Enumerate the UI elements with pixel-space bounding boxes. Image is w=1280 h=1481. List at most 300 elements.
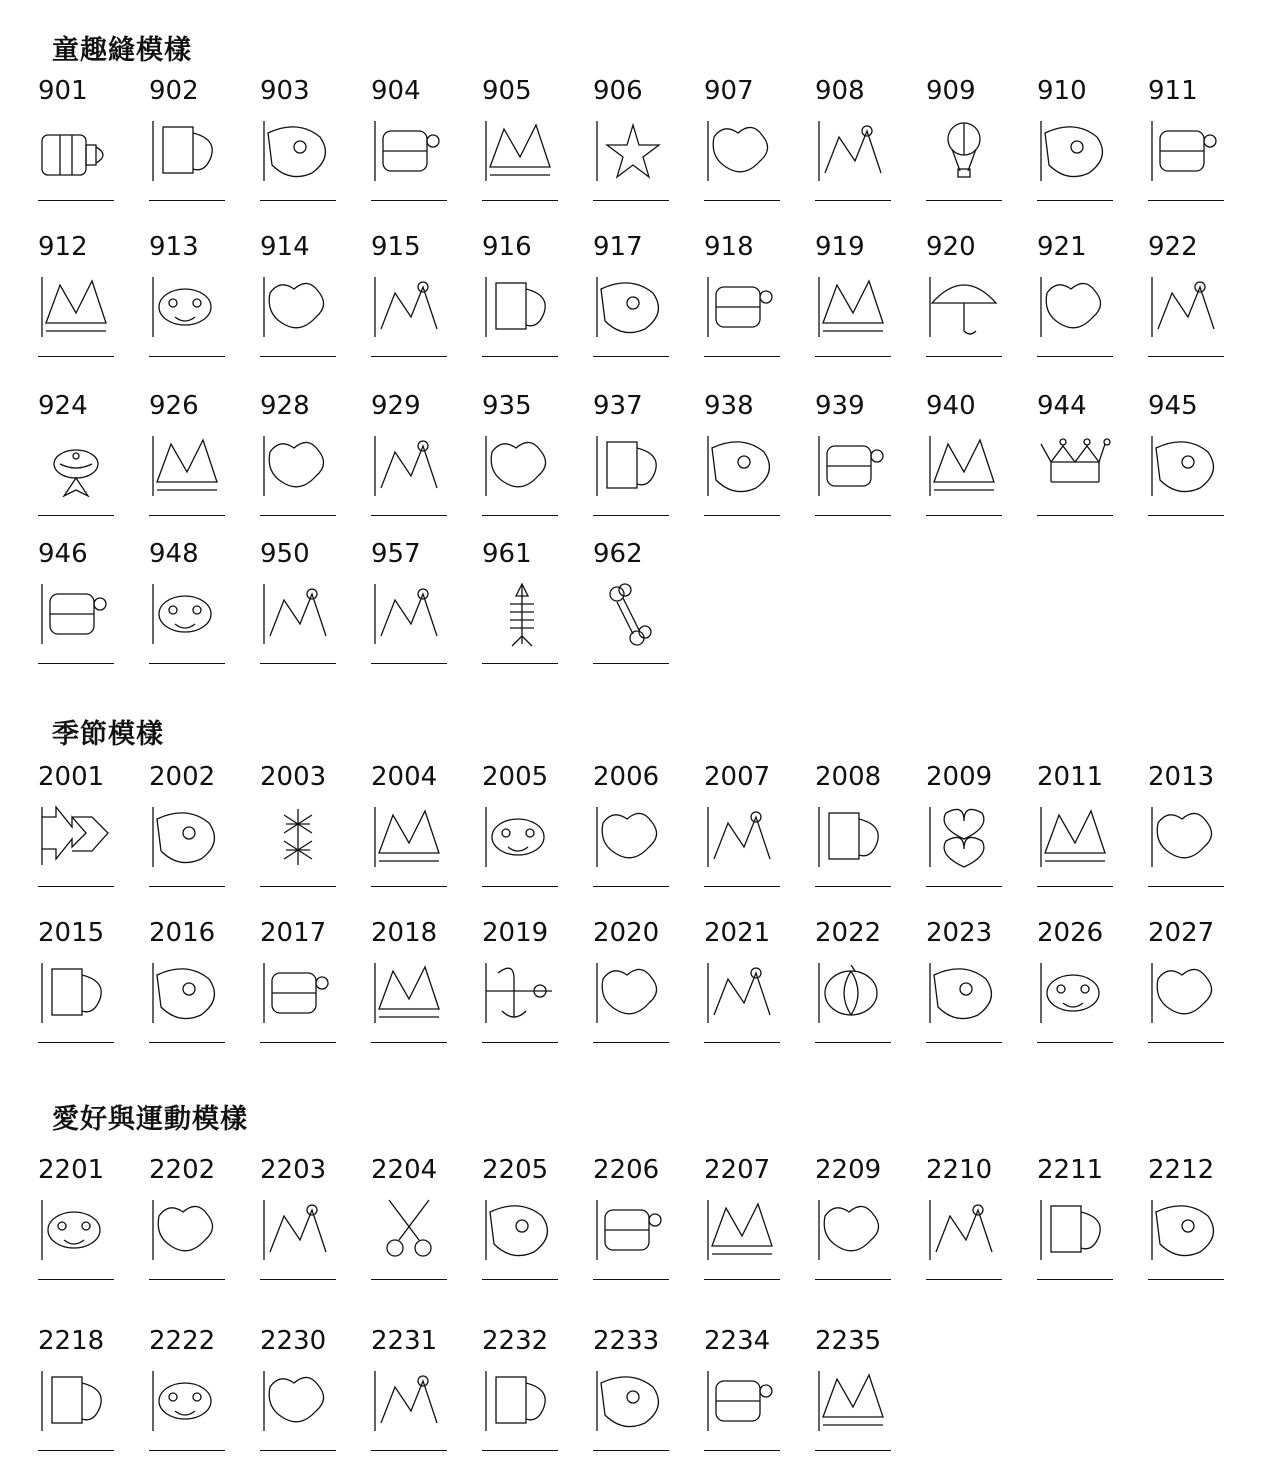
pattern-number: 926 (149, 391, 199, 421)
pattern-item[interactable] (371, 539, 461, 665)
underline-rule (482, 515, 558, 516)
pattern-item[interactable] (371, 1326, 461, 1452)
pattern-item[interactable] (593, 918, 683, 1044)
chameleon-icon (371, 579, 451, 651)
underline-rule (38, 1042, 114, 1043)
pattern-item[interactable] (149, 918, 239, 1044)
pattern-item[interactable] (260, 762, 350, 888)
pattern-item[interactable] (1148, 918, 1238, 1044)
ornament-icon (482, 802, 562, 874)
dolphin-icon (815, 431, 895, 503)
pattern-item[interactable] (704, 762, 794, 888)
bonnet-icon (149, 958, 229, 1030)
pattern-item[interactable] (260, 539, 350, 665)
beetle-icon (1037, 1195, 1117, 1267)
dog-bone-icon (593, 579, 673, 651)
underline-rule (815, 515, 891, 516)
lamp-icon (593, 431, 673, 503)
safety-pin-icon (260, 1195, 340, 1267)
pattern-item[interactable] (593, 76, 683, 202)
underline-rule (371, 1279, 447, 1280)
pattern-item[interactable] (38, 539, 128, 665)
pattern-item[interactable] (1037, 391, 1127, 517)
pattern-number: 911 (1148, 76, 1198, 106)
section-title: 季節模樣 (52, 719, 164, 750)
pattern-item[interactable] (482, 391, 572, 517)
number-40-icon (371, 1366, 451, 1438)
pattern-item[interactable] (1148, 391, 1238, 517)
number-65-icon (704, 1366, 784, 1438)
pattern-number: 2230 (260, 1326, 327, 1356)
pattern-number: 2026 (1037, 918, 1104, 948)
underline-rule (482, 356, 558, 357)
pattern-number: 2202 (149, 1155, 216, 1185)
baby-bottle-icon (38, 116, 118, 188)
cloud-animal-icon (482, 431, 562, 503)
underline-rule (926, 1279, 1002, 1280)
underline-rule (815, 1450, 891, 1451)
pumpkin-icon (815, 958, 895, 1030)
underline-rule (926, 356, 1002, 357)
pattern-number: 2207 (704, 1155, 771, 1185)
pattern-number: 2015 (38, 918, 105, 948)
underline-rule (704, 1042, 780, 1043)
pattern-item[interactable] (1037, 1155, 1127, 1281)
underline-rule (260, 663, 336, 664)
pattern-item[interactable] (149, 762, 239, 888)
pattern-item[interactable] (38, 232, 128, 358)
pattern-item[interactable] (38, 1326, 128, 1452)
underline-rule (593, 356, 669, 357)
underline-rule (704, 1450, 780, 1451)
underline-rule (371, 886, 447, 887)
underline-rule (38, 663, 114, 664)
underline-rule (815, 200, 891, 201)
bow-icon (371, 431, 451, 503)
crown-icon (1037, 431, 1117, 503)
yarn-icon (704, 1195, 784, 1267)
underline-rule (482, 1450, 558, 1451)
pattern-item[interactable] (371, 762, 461, 888)
underline-rule (926, 515, 1002, 516)
underline-rule (1037, 356, 1113, 357)
pattern-number: 2009 (926, 762, 993, 792)
pattern-item[interactable] (704, 391, 794, 517)
pattern-item[interactable] (1148, 76, 1238, 202)
pattern-item[interactable] (371, 1155, 461, 1281)
sailboat-icon (260, 579, 340, 651)
underline-rule (149, 200, 225, 201)
pattern-item[interactable] (482, 1326, 572, 1452)
pattern-item[interactable] (482, 918, 572, 1044)
giraffe-icon (1037, 116, 1117, 188)
pattern-number: 919 (815, 232, 865, 262)
hot-air-balloon-icon (926, 116, 1006, 188)
pencil-icon (593, 1195, 673, 1267)
underline-rule (38, 1279, 114, 1280)
underline-rule (149, 1450, 225, 1451)
underline-rule (482, 886, 558, 887)
pattern-number: 2008 (815, 762, 882, 792)
underline-rule (704, 356, 780, 357)
underline-rule (149, 663, 225, 664)
underline-rule (371, 200, 447, 201)
pattern-number: 2002 (149, 762, 216, 792)
pattern-number: 2211 (1037, 1155, 1104, 1185)
pattern-item[interactable] (815, 76, 905, 202)
underline-rule (593, 200, 669, 201)
pattern-item[interactable] (482, 762, 572, 888)
pattern-item[interactable] (815, 232, 905, 358)
snail-icon (704, 116, 784, 188)
pattern-number: 2023 (926, 918, 993, 948)
pattern-item[interactable] (593, 391, 683, 517)
pattern-number: 2019 (482, 918, 549, 948)
pattern-number: 918 (704, 232, 754, 262)
scallop-shell-icon (593, 958, 673, 1030)
pattern-number: 944 (1037, 391, 1087, 421)
pattern-item[interactable] (815, 918, 905, 1044)
underline-rule (1148, 200, 1224, 201)
clown-icon (149, 579, 229, 651)
pattern-item[interactable] (926, 918, 1016, 1044)
pattern-item[interactable] (38, 918, 128, 1044)
pattern-number: 909 (926, 76, 976, 106)
pattern-number: 914 (260, 232, 310, 262)
pattern-number: 939 (815, 391, 865, 421)
anchor-icon (482, 958, 562, 1030)
pattern-item[interactable] (149, 232, 239, 358)
pattern-item[interactable] (149, 76, 239, 202)
pattern-number: 906 (593, 76, 643, 106)
underline-rule (815, 1279, 891, 1280)
underline-rule (593, 1450, 669, 1451)
underline-rule (260, 515, 336, 516)
underline-rule (704, 515, 780, 516)
stocking-icon (815, 802, 895, 874)
shell-icon (149, 431, 229, 503)
fish-icon (38, 431, 118, 503)
underline-rule (260, 356, 336, 357)
pattern-item[interactable] (260, 76, 350, 202)
pie-icon (1148, 958, 1228, 1030)
egg-icon (260, 958, 340, 1030)
bobbin-icon (149, 1195, 229, 1267)
pattern-number: 913 (149, 232, 199, 262)
underline-rule (38, 356, 114, 357)
pattern-item[interactable] (260, 1155, 350, 1281)
arrow-icon (149, 1366, 229, 1438)
underline-rule (1037, 1042, 1113, 1043)
pattern-item[interactable] (38, 1155, 128, 1281)
pattern-item[interactable] (371, 918, 461, 1044)
mouse-icon (815, 116, 895, 188)
pattern-number: 2201 (38, 1155, 105, 1185)
underline-rule (1148, 1279, 1224, 1280)
pattern-number: 2222 (149, 1326, 216, 1356)
pattern-item[interactable] (38, 76, 128, 202)
pattern-number: 937 (593, 391, 643, 421)
pattern-item[interactable] (1037, 918, 1127, 1044)
pattern-item[interactable] (149, 1326, 239, 1452)
bat-icon (704, 958, 784, 1030)
underline-rule (371, 515, 447, 516)
pattern-number: 2212 (1148, 1155, 1215, 1185)
pattern-number: 2006 (593, 762, 660, 792)
pattern-item[interactable] (38, 762, 128, 888)
pattern-item[interactable] (149, 391, 239, 517)
pattern-number: 2232 (482, 1326, 549, 1356)
pattern-number: 902 (149, 76, 199, 106)
underline-rule (1037, 515, 1113, 516)
pattern-item[interactable] (371, 391, 461, 517)
pattern-item[interactable] (593, 539, 683, 665)
pattern-item[interactable] (482, 232, 572, 358)
pattern-item[interactable] (704, 1155, 794, 1281)
duck-icon (1148, 272, 1228, 344)
gift-bow-icon (149, 802, 229, 874)
underline-rule (482, 200, 558, 201)
pattern-item[interactable] (815, 1326, 905, 1452)
pattern-number: 916 (482, 232, 532, 262)
pattern-number: 905 (482, 76, 532, 106)
pattern-number: 957 (371, 539, 421, 569)
pattern-number: 929 (371, 391, 421, 421)
underline-rule (149, 515, 225, 516)
kite-icon (260, 431, 340, 503)
underline-rule (371, 356, 447, 357)
pattern-item[interactable] (704, 1326, 794, 1452)
underline-rule (593, 1042, 669, 1043)
pattern-item[interactable] (704, 232, 794, 358)
rabbit-icon (38, 958, 118, 1030)
underline-rule (593, 1279, 669, 1280)
underline-rule (815, 356, 891, 357)
pattern-item[interactable] (149, 1155, 239, 1281)
pattern-item[interactable] (926, 762, 1016, 888)
number-30-icon (260, 1366, 340, 1438)
pattern-number: 903 (260, 76, 310, 106)
clover-icon (1148, 802, 1228, 874)
pattern-number: 2021 (704, 918, 771, 948)
santa-icon (593, 802, 673, 874)
section-title: 童趣縫模樣 (52, 35, 192, 66)
pattern-item[interactable] (38, 391, 128, 517)
pattern-number: 940 (926, 391, 976, 421)
pattern-item[interactable] (260, 918, 350, 1044)
pattern-number: 935 (482, 391, 532, 421)
pattern-number: 2022 (815, 918, 882, 948)
tractor-icon (38, 272, 118, 344)
trees-icon (38, 579, 118, 651)
pattern-item[interactable] (482, 1155, 572, 1281)
pattern-item[interactable] (1148, 232, 1238, 358)
underline-rule (926, 1042, 1002, 1043)
pattern-item[interactable] (260, 391, 350, 517)
pattern-item[interactable] (371, 232, 461, 358)
teddy-bear-icon (926, 431, 1006, 503)
scissors-icon (371, 1195, 451, 1267)
underline-rule (38, 886, 114, 887)
pattern-number: 950 (260, 539, 310, 569)
reindeer-icon (704, 802, 784, 874)
underline-rule (1037, 886, 1113, 887)
underline-rule (704, 200, 780, 201)
pattern-item[interactable] (482, 76, 572, 202)
underline-rule (149, 886, 225, 887)
pattern-number: 2203 (260, 1155, 327, 1185)
number-60-icon (593, 1366, 673, 1438)
pattern-item[interactable] (1148, 762, 1238, 888)
pattern-number: 904 (371, 76, 421, 106)
underline-rule (1148, 515, 1224, 516)
underline-rule (926, 200, 1002, 201)
underline-rule (38, 515, 114, 516)
pattern-item[interactable] (926, 1155, 1016, 1281)
penguin-icon (482, 272, 562, 344)
candy-cane-icon (371, 802, 451, 874)
pattern-number: 920 (926, 232, 976, 262)
underline-rule (926, 886, 1002, 887)
underline-rule (260, 1042, 336, 1043)
pattern-number: 2004 (371, 762, 438, 792)
pattern-item[interactable] (815, 762, 905, 888)
pattern-item[interactable] (482, 539, 572, 665)
pattern-number: 901 (38, 76, 88, 106)
pattern-number: 948 (149, 539, 199, 569)
monkey-icon (371, 116, 451, 188)
underline-rule (1148, 1042, 1224, 1043)
fork-spoon-icon (1148, 1195, 1228, 1267)
pattern-item[interactable] (593, 232, 683, 358)
pattern-item[interactable] (371, 76, 461, 202)
pattern-number: 2235 (815, 1326, 882, 1356)
glasses-boy-icon (149, 116, 229, 188)
underline-rule (482, 663, 558, 664)
pattern-number: 2234 (704, 1326, 771, 1356)
pattern-item[interactable] (593, 762, 683, 888)
pattern-number: 2020 (593, 918, 660, 948)
pattern-item[interactable] (926, 391, 1016, 517)
pattern-item[interactable] (704, 918, 794, 1044)
pattern-item[interactable] (815, 391, 905, 517)
underline-rule (482, 1042, 558, 1043)
underline-rule (149, 356, 225, 357)
pattern-number: 2205 (482, 1155, 549, 1185)
pattern-number: 922 (1148, 232, 1198, 262)
squirrel-icon (260, 116, 340, 188)
snowflake-icon (260, 802, 340, 874)
underline-rule (1037, 1279, 1113, 1280)
rocket-icon (371, 272, 451, 344)
pattern-item[interactable] (926, 232, 1016, 358)
pattern-item[interactable] (1148, 1155, 1238, 1281)
car-icon (149, 272, 229, 344)
pattern-item[interactable] (704, 76, 794, 202)
pattern-item[interactable] (593, 1155, 683, 1281)
pattern-number: 908 (815, 76, 865, 106)
underline-rule (1037, 200, 1113, 201)
pattern-item[interactable] (815, 1155, 905, 1281)
bicycle-icon (260, 272, 340, 344)
sewing-machine-icon (38, 1195, 118, 1267)
pattern-item[interactable] (260, 232, 350, 358)
pattern-number: 2210 (926, 1155, 993, 1185)
fish-bone-icon (482, 579, 562, 651)
heart-icon (926, 802, 1006, 874)
underline-rule (371, 1450, 447, 1451)
pattern-number: 962 (593, 539, 643, 569)
pattern-number: 945 (1148, 391, 1198, 421)
pattern-number: 946 (38, 539, 88, 569)
pattern-number: 2017 (260, 918, 327, 948)
pattern-number: 2003 (260, 762, 327, 792)
mushroom-icon (926, 958, 1006, 1030)
pattern-number: 2001 (38, 762, 105, 792)
pattern-number: 928 (260, 391, 310, 421)
underline-rule (260, 200, 336, 201)
bee-icon (482, 116, 562, 188)
umbrella-icon (926, 272, 1006, 344)
pattern-item[interactable] (593, 1326, 683, 1452)
pattern-number: 907 (704, 76, 754, 106)
tennis-icon (38, 1366, 118, 1438)
pattern-number: 917 (593, 232, 643, 262)
section-title: 愛好與運動模樣 (52, 1104, 248, 1135)
house-icon (593, 272, 673, 344)
underline-rule (38, 200, 114, 201)
star-icon (593, 116, 673, 188)
cat-icon (704, 431, 784, 503)
pattern-number: 921 (1037, 232, 1087, 262)
underline-rule (149, 1279, 225, 1280)
pattern-number: 2007 (704, 762, 771, 792)
pattern-number: 2209 (815, 1155, 882, 1185)
pattern-number: 2231 (371, 1326, 438, 1356)
pattern-number: 2013 (1148, 762, 1215, 792)
underline-rule (371, 663, 447, 664)
underline-rule (593, 663, 669, 664)
pattern-item[interactable] (926, 76, 1016, 202)
castle-icon (704, 272, 784, 344)
underline-rule (260, 1450, 336, 1451)
chick-icon (371, 958, 451, 1030)
pattern-number: 961 (482, 539, 532, 569)
cake-icon (1037, 802, 1117, 874)
pinwheel-icon (1037, 272, 1117, 344)
underline-rule (371, 1042, 447, 1043)
underline-rule (593, 886, 669, 887)
number-50-icon (482, 1366, 562, 1438)
underline-rule (482, 1279, 558, 1280)
pattern-item[interactable] (149, 539, 239, 665)
underline-rule (38, 1450, 114, 1451)
door-icon (815, 1366, 895, 1438)
paint-brush-icon (482, 1195, 562, 1267)
pattern-number: 2005 (482, 762, 549, 792)
cupcake-icon (815, 1195, 895, 1267)
underline-rule (1148, 886, 1224, 887)
pattern-item[interactable] (1037, 76, 1127, 202)
pattern-item[interactable] (1037, 232, 1127, 358)
pattern-number: 912 (38, 232, 88, 262)
underline-rule (149, 1042, 225, 1043)
underline-rule (815, 886, 891, 887)
pattern-item[interactable] (260, 1326, 350, 1452)
pattern-number: 2218 (38, 1326, 105, 1356)
underline-rule (815, 1042, 891, 1043)
pattern-item[interactable] (1037, 762, 1127, 888)
